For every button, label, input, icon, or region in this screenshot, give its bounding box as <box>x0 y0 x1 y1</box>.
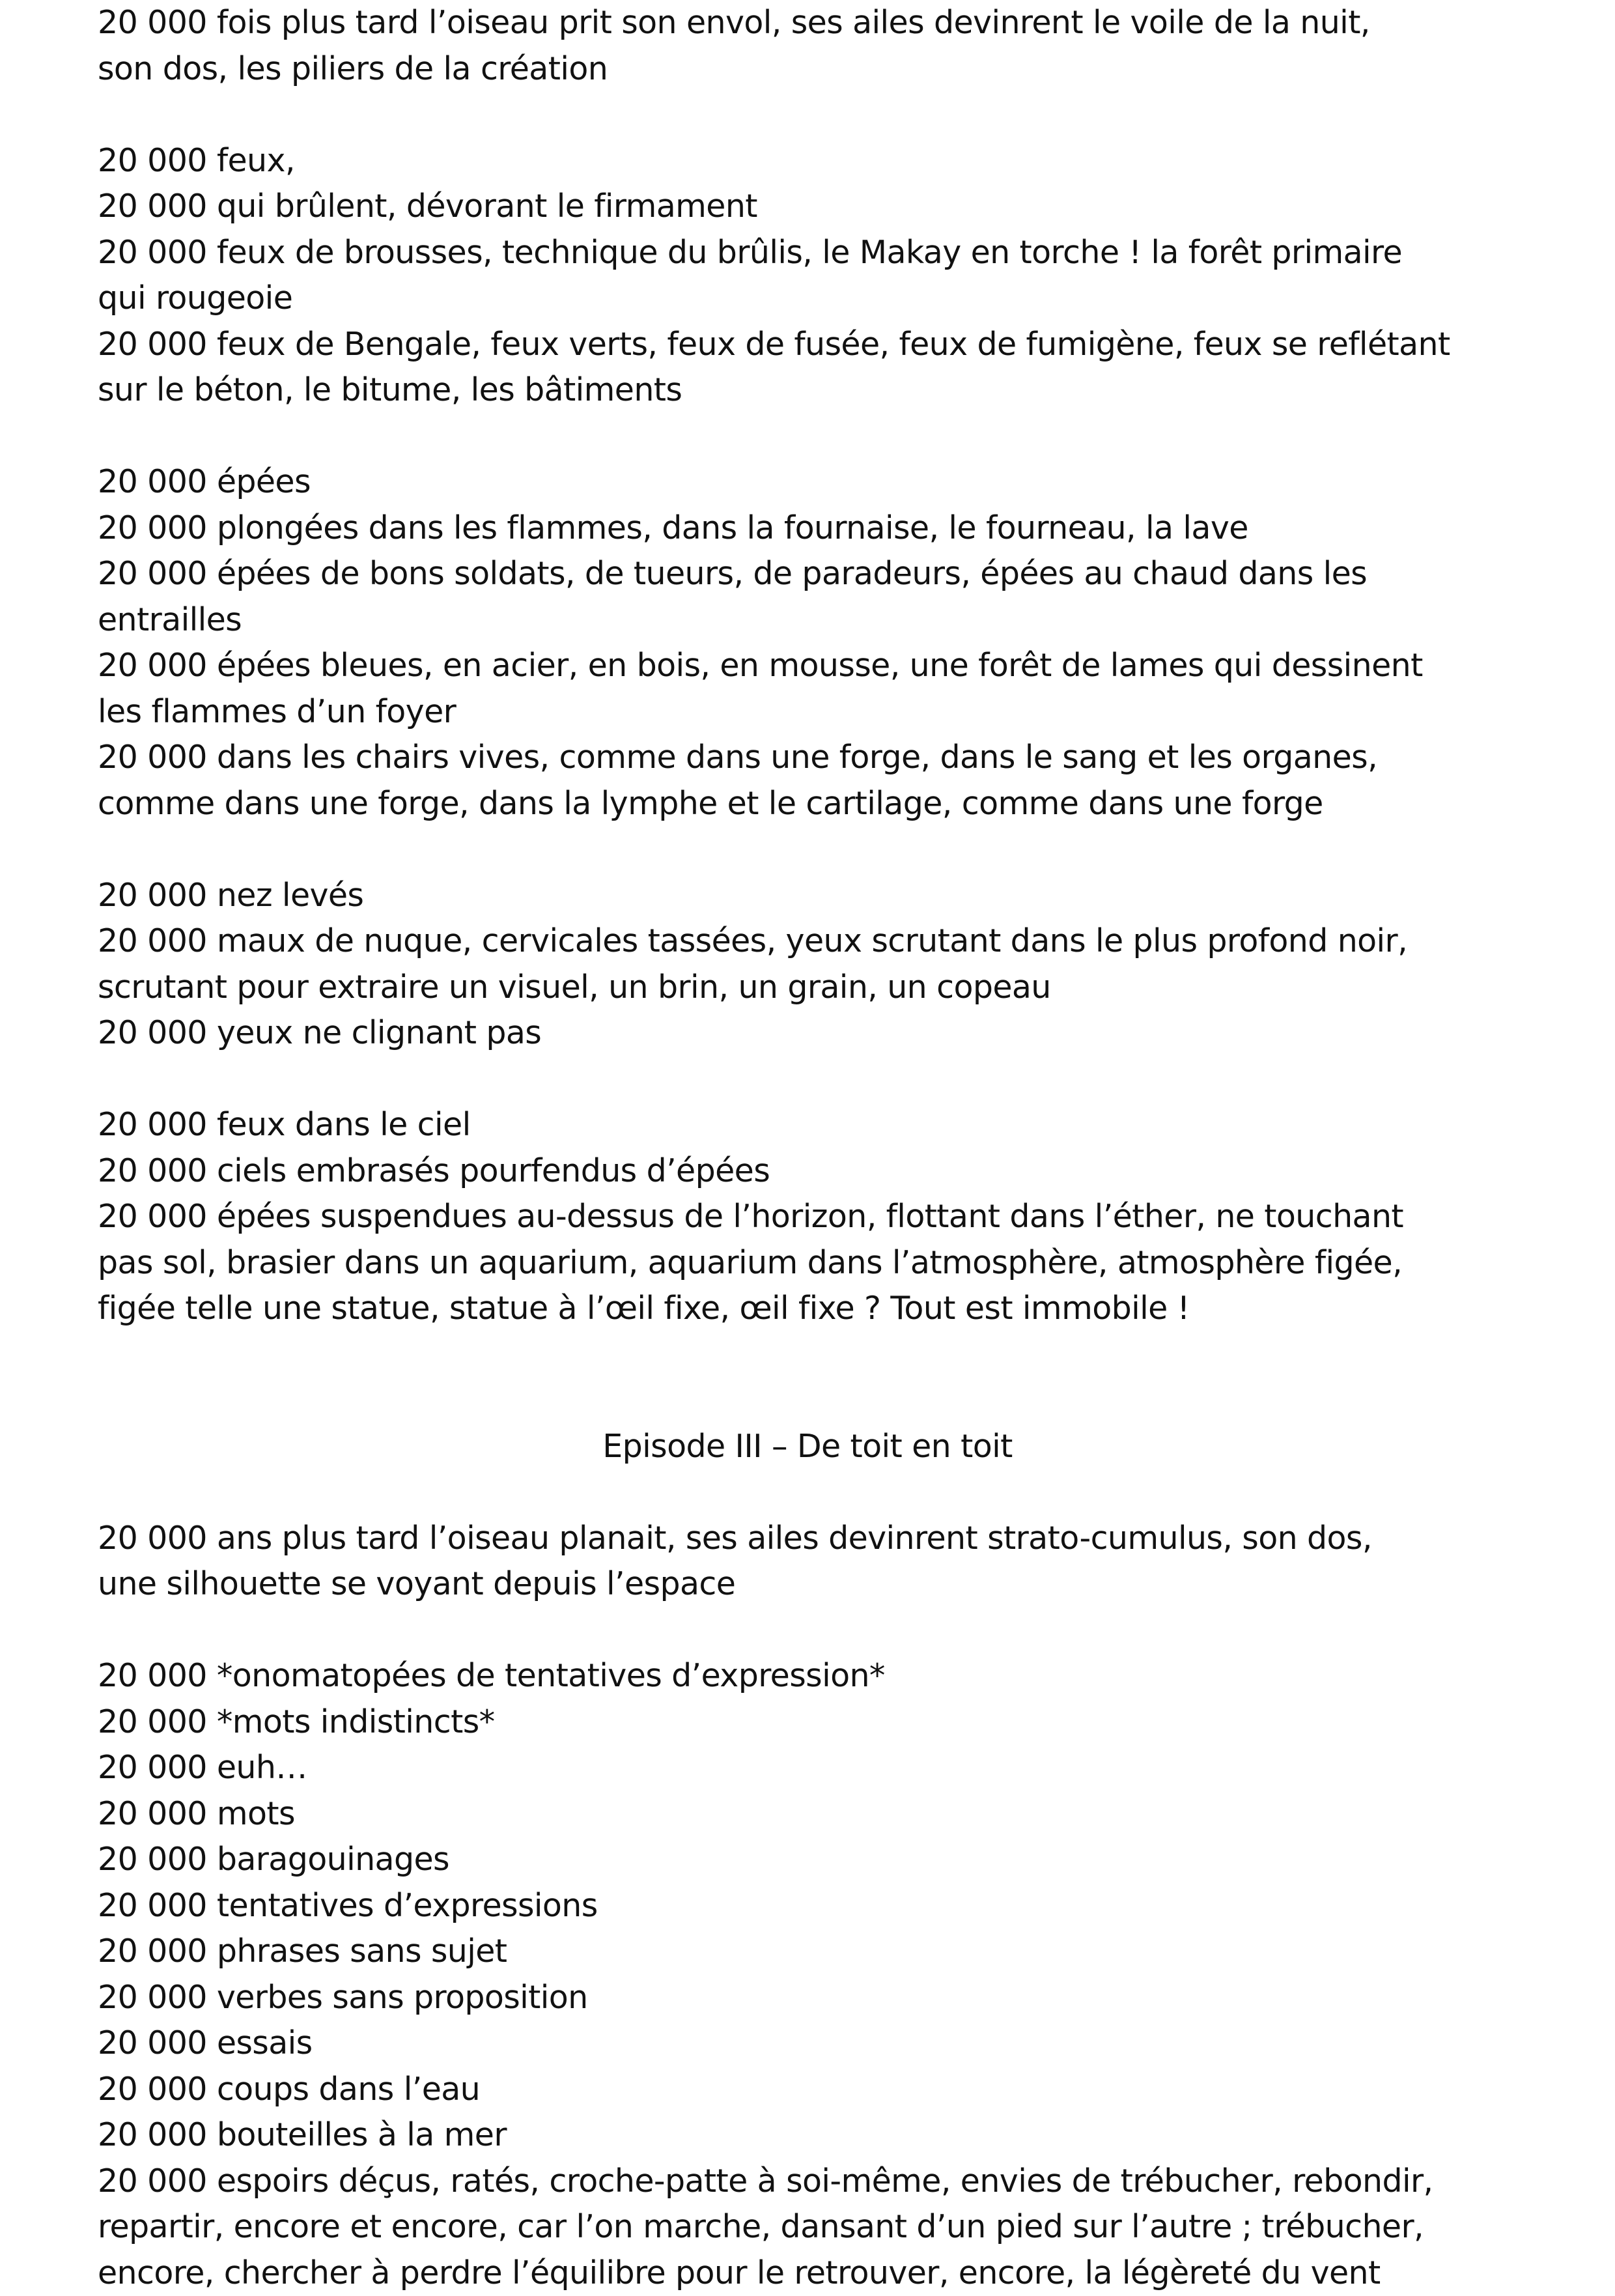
text-line: 20 000 espoirs déçus, ratés, croche-patte à soi-même, envies de trébucher, rebondir, <box>98 2159 1530 2205</box>
text-line: qui rougeoie <box>98 276 1530 322</box>
stanza-1 <box>98 0 1530 92</box>
text-line: 20 000 épées de bons soldats, de tueurs, de paradeurs, épées au chaud dans les <box>98 551 1530 597</box>
text-line: 20 000 épées <box>98 459 1530 505</box>
text-line: 20 000 ciels embrasés pourfendus d’épées <box>98 1148 1530 1195</box>
text-line: 20 000 feux de Bengale, feux verts, feux de fusée, feux de fumigène, feux se reflétant <box>98 322 1530 368</box>
text-line: 20 000 bouteilles à la mer <box>98 2112 1530 2159</box>
text-line: 20 000 épées suspendues au-dessus de l’horizon, flottant dans l’éther, ne touchant <box>98 1194 1530 1240</box>
text-line: les flammes d’un foyer <box>98 689 1530 735</box>
text-line: 20 000 essais <box>98 2020 1530 2067</box>
text-line: entrailles <box>98 597 1530 644</box>
text-line: 20 000 épées bleues, en acier, en bois, en mousse, une forêt de lames qui dessinent <box>98 643 1530 689</box>
text-line: encore, chercher à perdre l’équilibre pour le retrouver, encore, la légèreté du vent <box>98 2250 1530 2296</box>
text-line: 20 000 baragouinages <box>98 1837 1530 1883</box>
text-line: 20 000 fois plus tard l’oiseau prit son envol, ses ailes devinrent le voile de la nuit, <box>98 0 1530 46</box>
document-page <box>98 0 1530 2296</box>
stanza-5 <box>98 1102 1530 1332</box>
text-line: pas sol, brasier dans un aquarium, aquarium dans l’atmosphère, atmosphère figée, <box>98 1240 1530 1286</box>
text-line: 20 000 nez levés <box>98 873 1530 919</box>
text-line: 20 000 verbes sans proposition <box>98 1975 1530 2021</box>
stanza-2 <box>98 138 1530 414</box>
text-line: 20 000 euh… <box>98 1745 1530 1791</box>
text-line: 20 000 mots <box>98 1791 1530 1837</box>
text-line: 20 000 coups dans l’eau <box>98 2067 1530 2113</box>
text-line: 20 000 feux dans le ciel <box>98 1102 1530 1148</box>
stanza-3 <box>98 459 1530 827</box>
episode-title: Episode III – De toit en toit <box>98 1424 1517 1470</box>
stanza-4 <box>98 873 1530 1056</box>
text-line: 20 000 dans les chairs vives, comme dans une forge, dans le sang et les organes, <box>98 735 1530 781</box>
text-line: son dos, les piliers de la création <box>98 46 1530 92</box>
stanza-6 <box>98 1516 1530 1608</box>
text-line: 20 000 feux de brousses, technique du brûlis, le Makay en torche ! la forêt primaire <box>98 230 1530 276</box>
text-line: 20 000 feux, <box>98 138 1530 184</box>
text-line: 20 000 ans plus tard l’oiseau planait, ses ailes devinrent strato-cumulus, son dos, <box>98 1516 1530 1562</box>
text-line: 20 000 *onomatopées de tentatives d’expression* <box>98 1653 1530 1699</box>
text-line: 20 000 maux de nuque, cervicales tassées, yeux scrutant dans le plus profond noir, <box>98 918 1530 965</box>
text-line: 20 000 *mots indistincts* <box>98 1699 1530 1746</box>
text-line: 20 000 qui brûlent, dévorant le firmament <box>98 184 1530 230</box>
text-line: comme dans une forge, dans la lymphe et le cartilage, comme dans une forge <box>98 781 1530 827</box>
text-line: scrutant pour extraire un visuel, un brin, un grain, un copeau <box>98 965 1530 1011</box>
stanza-7 <box>98 1653 1530 2296</box>
text-line: repartir, encore et encore, car l’on marche, dansant d’un pied sur l’autre ; trébucher, <box>98 2204 1530 2250</box>
text-line: 20 000 tentatives d’expressions <box>98 1883 1530 1929</box>
text-line: une silhouette se voyant depuis l’espace <box>98 1561 1530 1608</box>
text-line: 20 000 phrases sans sujet <box>98 1929 1530 1975</box>
text-line: sur le béton, le bitume, les bâtiments <box>98 367 1530 414</box>
text-line: 20 000 yeux ne clignant pas <box>98 1010 1530 1056</box>
text-line: 20 000 plongées dans les flammes, dans la fournaise, le fourneau, la lave <box>98 505 1530 552</box>
text-line: figée telle une statue, statue à l’œil fixe, œil fixe ? Tout est immobile ! <box>98 1286 1530 1332</box>
